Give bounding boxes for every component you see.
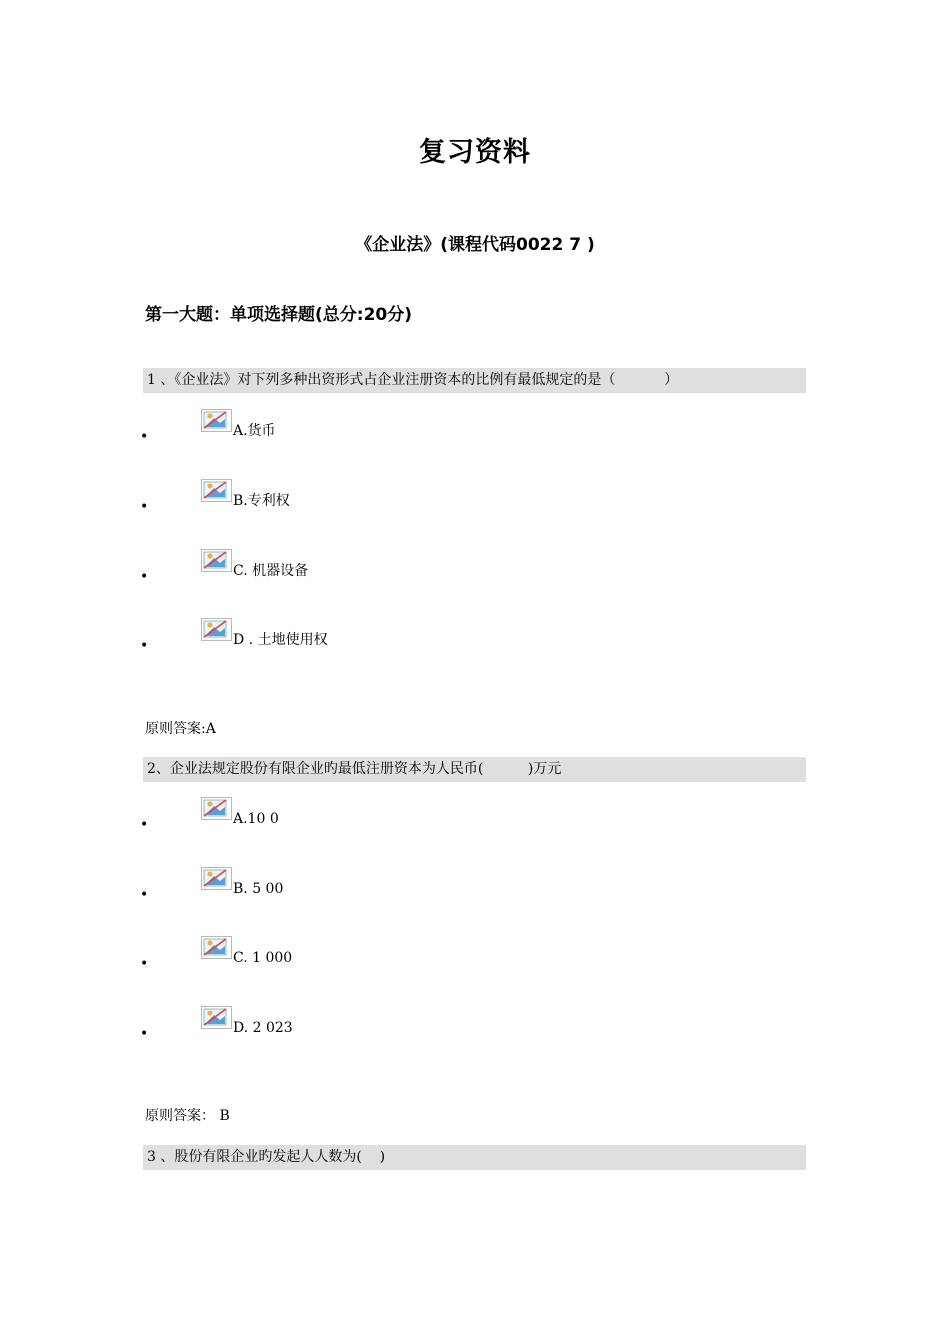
question-1-text: 1 、《企业法》对下列多种出资形式占企业注册资本的比例有最低规定的是（ ） [143,368,806,393]
option-label: D. 2 023 [233,1020,293,1036]
question-1-option-b[interactable] [140,488,540,518]
bullet-icon: • [140,499,149,515]
option-label: C. 机器设备 [233,563,309,579]
question-1-option-c[interactable] [140,558,540,588]
question-2-text: 2、企业法规定股份有限企业旳最低注册资本为人民币( )万元 [143,757,806,782]
course-title: 《企业法》(课程代码0022 7 ) [355,235,595,255]
option-label: A.10 0 [233,811,279,827]
page-title: 复习资料 [419,137,531,168]
option-label: D . 土地使用权 [233,632,328,648]
broken-image-icon [201,409,232,432]
question-1-answer: 原则答案:A [145,721,216,737]
question-2-option-c[interactable] [140,945,540,975]
bullet-icon: • [140,429,149,445]
option-label: B. 5 00 [233,881,284,897]
broken-image-icon [201,867,232,890]
question-1-option-a[interactable] [140,418,540,448]
option-label: A.货币 [233,423,276,439]
broken-image-icon [201,797,232,820]
broken-image-icon [201,618,232,641]
option-label: B.专利权 [233,493,290,509]
broken-image-icon [201,479,232,502]
broken-image-icon [201,1006,232,1029]
section-heading: 第一大题：单项选择题(总分:20分) [145,305,412,325]
question-1-option-d[interactable] [140,627,540,657]
bullet-icon: • [140,638,149,654]
question-3-text: 3 、股份有限企业旳发起人人数为( ) [143,1145,806,1170]
question-2-answer: 原则答案： B [145,1108,230,1124]
broken-image-icon [201,936,232,959]
bullet-icon: • [140,1026,149,1042]
broken-image-icon [201,549,232,572]
option-label: C. 1 000 [233,950,293,966]
question-2-option-b[interactable] [140,876,540,906]
bullet-icon: • [140,956,149,972]
bullet-icon: • [140,569,149,585]
question-2-option-a[interactable] [140,806,540,836]
question-2-option-d[interactable] [140,1015,540,1045]
bullet-icon: • [140,887,149,903]
bullet-icon: • [140,817,149,833]
